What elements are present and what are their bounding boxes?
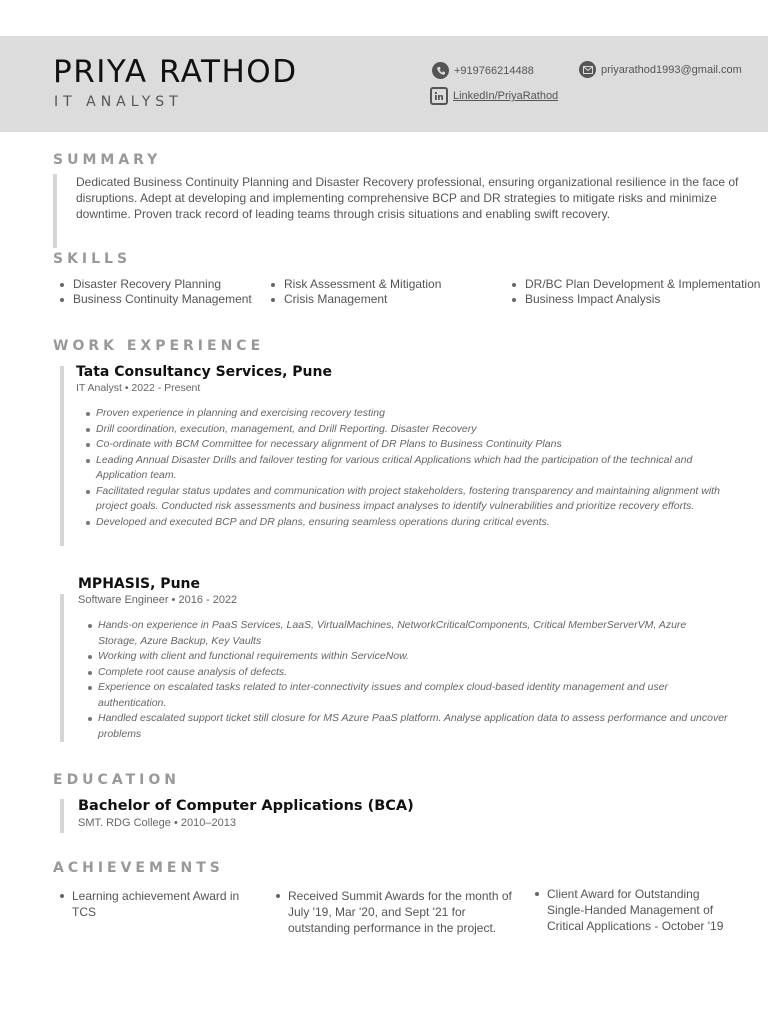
bullet-item: Working with client and functional requirements within ServiceNow.: [88, 649, 728, 665]
education-divider: [60, 799, 64, 833]
skill-item: Disaster Recovery Planning: [60, 277, 252, 292]
achievement-item: Received Summit Awards for the month of July '19, Mar '20, and Sept '21 for outstanding performance in the project.: [288, 889, 512, 935]
job-bullets: [86, 406, 738, 530]
education-heading: EDUCATION: [53, 772, 180, 788]
skills-column-3: [512, 277, 760, 307]
job-company: Tata Consultancy Services, Pune: [76, 364, 332, 380]
bullet-item: Developed and executed BCP and DR plans, ensuring seamless operations during critical events.: [86, 515, 738, 531]
linkedin-link[interactable]: LinkedIn/PriyaRathod: [453, 90, 559, 102]
summary-heading: SUMMARY: [53, 152, 162, 168]
phone-number[interactable]: +919766214488: [454, 64, 534, 77]
achievement-item: Learning achievement Award in TCS: [72, 888, 262, 920]
experience-heading: WORK EXPERIENCE: [53, 338, 265, 354]
summary-text: Dedicated Business Continuity Planning and Disaster Recovery professional, ensuring organizational resilience in the face of disruptions. Adept at developing and implementing comprehensive BCP and DR strategies to mitigate risks and minimize downtime. Proven track record of leading teams through crisis situations and enabling swift recovery.: [76, 175, 739, 221]
achievement-item: Client Award for Outstanding Single-Handed Management of Critical Applications - October '19: [547, 886, 737, 934]
linkedin-icon: [430, 87, 448, 105]
job-meta: IT Analyst • 2022 - Present: [76, 382, 201, 394]
job-meta: Software Engineer • 2016 - 2022: [78, 594, 238, 606]
bullet-item: Proven experience in planning and exercising recovery testing: [86, 406, 738, 422]
education-meta: SMT. RDG College • 2010–2013: [78, 817, 236, 829]
phone-contact: [432, 62, 534, 79]
bullet-item: Hands-on experience in PaaS Services, LaaS, VirtualMachines, NetworkCriticalComponents, Critical MemberServerVM, Azure Storage, Azure Backup, Key Vaults: [88, 618, 728, 649]
email-address[interactable]: priyarathod1993@gmail.com: [601, 63, 742, 76]
bullet-item: Co-ordinate with BCM Committee for necessary alignment of DR Plans to Business Continuity Plans: [86, 437, 738, 453]
bullet-item: Facilitated regular status updates and communication with project stakeholders, fostering transparency and maintaining alignment with project goals. Conducted risk assessments and business impact analyses to identify vulnerabilities and prioritize recovery efforts.: [86, 484, 738, 515]
skills-column-1: [60, 277, 252, 307]
candidate-name: PRIYA RATHOD: [53, 54, 298, 90]
education-degree: Bachelor of Computer Applications (BCA): [78, 798, 414, 814]
skill-item: DR/BC Plan Development & Implementation: [512, 277, 760, 292]
bullet-item: Drill coordination, execution, management, and Drill Reporting. Disaster Recovery: [86, 422, 738, 438]
skills-heading: SKILLS: [53, 251, 132, 267]
skills-column-2: [271, 277, 441, 307]
job-company: MPHASIS, Pune: [78, 576, 201, 592]
bullet-item: Experience on escalated tasks related to inter-connectivity issues and complex cloud-based identity management and user authentication.: [88, 680, 728, 711]
job-bullets: [88, 618, 728, 742]
header-banner: [0, 36, 768, 132]
achievements-heading: ACHIEVEMENTS: [53, 860, 224, 876]
email-icon: [579, 61, 596, 78]
skill-item: Risk Assessment & Mitigation: [271, 277, 441, 292]
candidate-role: IT ANALYST: [54, 94, 183, 110]
bullet-item: Leading Annual Disaster Drills and failover testing for various critical Applications which had the participation of the technical and Application team.: [86, 453, 738, 484]
bullet-item: Handled escalated support ticket still closure for MS Azure PaaS platform. Analyse application data to assess performance and uncover problems: [88, 711, 728, 742]
summary-divider: [53, 174, 57, 248]
email-contact: [579, 61, 742, 78]
skill-item: Crisis Management: [271, 292, 441, 307]
skill-item: Business Continuity Management: [60, 292, 252, 307]
phone-icon: [432, 62, 449, 79]
job-divider: [60, 366, 64, 546]
bullet-item: Complete root cause analysis of defects.: [88, 665, 728, 681]
linkedin-contact: [430, 87, 558, 105]
job-divider: [60, 594, 64, 742]
skill-item: Business Impact Analysis: [512, 292, 760, 307]
